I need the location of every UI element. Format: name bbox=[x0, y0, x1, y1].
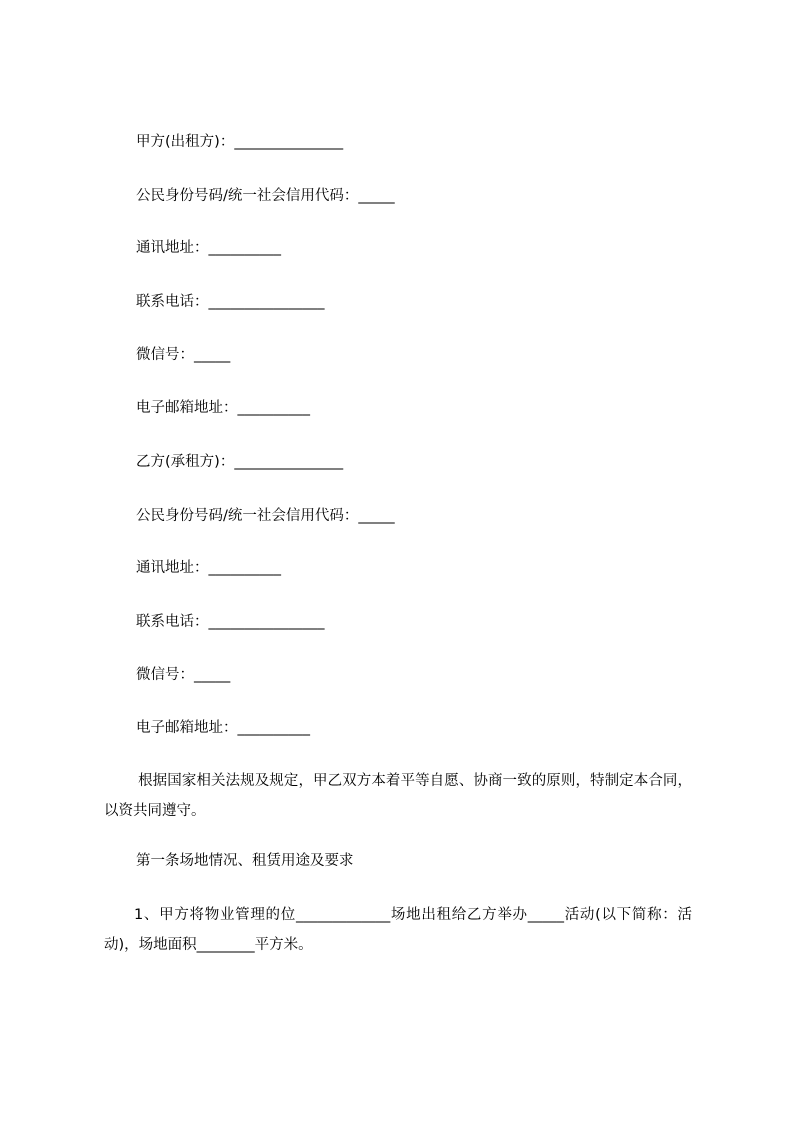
party-a-email: 电子邮箱地址：__________ bbox=[136, 400, 310, 416]
party-a-address: 通讯地址：__________ bbox=[136, 240, 281, 256]
article-1-heading: 第一条场地情况、租赁用途及要求 bbox=[136, 853, 354, 869]
preamble-paragraph bbox=[104, 766, 692, 826]
party-b-email: 电子邮箱地址：__________ bbox=[136, 720, 310, 736]
party-b-name: 乙方(承租方)：_______________ bbox=[136, 454, 344, 470]
party-a-wechat: 微信号：_____ bbox=[136, 347, 231, 363]
preamble-text: 根据国家相关法规及规定，甲乙双方本着平等自愿、协商一致的原则，特制定本合同，以资共同遵守。 bbox=[104, 773, 692, 819]
party-a-phone: 联系电话：________________ bbox=[136, 294, 325, 310]
article-1-clause-1 bbox=[104, 900, 692, 960]
party-b-wechat: 微信号：_____ bbox=[136, 667, 231, 683]
party-b-id-code: 公民身份号码/统一社会信用代码：_____ bbox=[136, 508, 395, 524]
clause-1-text: 1、甲方将物业管理的位_____________场地出租给乙方举办_____活动(以下简称：活动)，场地面积________平方米。 bbox=[104, 907, 692, 953]
party-b-phone: 联系电话：________________ bbox=[136, 614, 325, 630]
party-a-id-code: 公民身份号码/统一社会信用代码：_____ bbox=[136, 188, 395, 204]
party-a-name: 甲方(出租方)：_______________ bbox=[136, 134, 344, 150]
party-b-address: 通讯地址：__________ bbox=[136, 560, 281, 576]
